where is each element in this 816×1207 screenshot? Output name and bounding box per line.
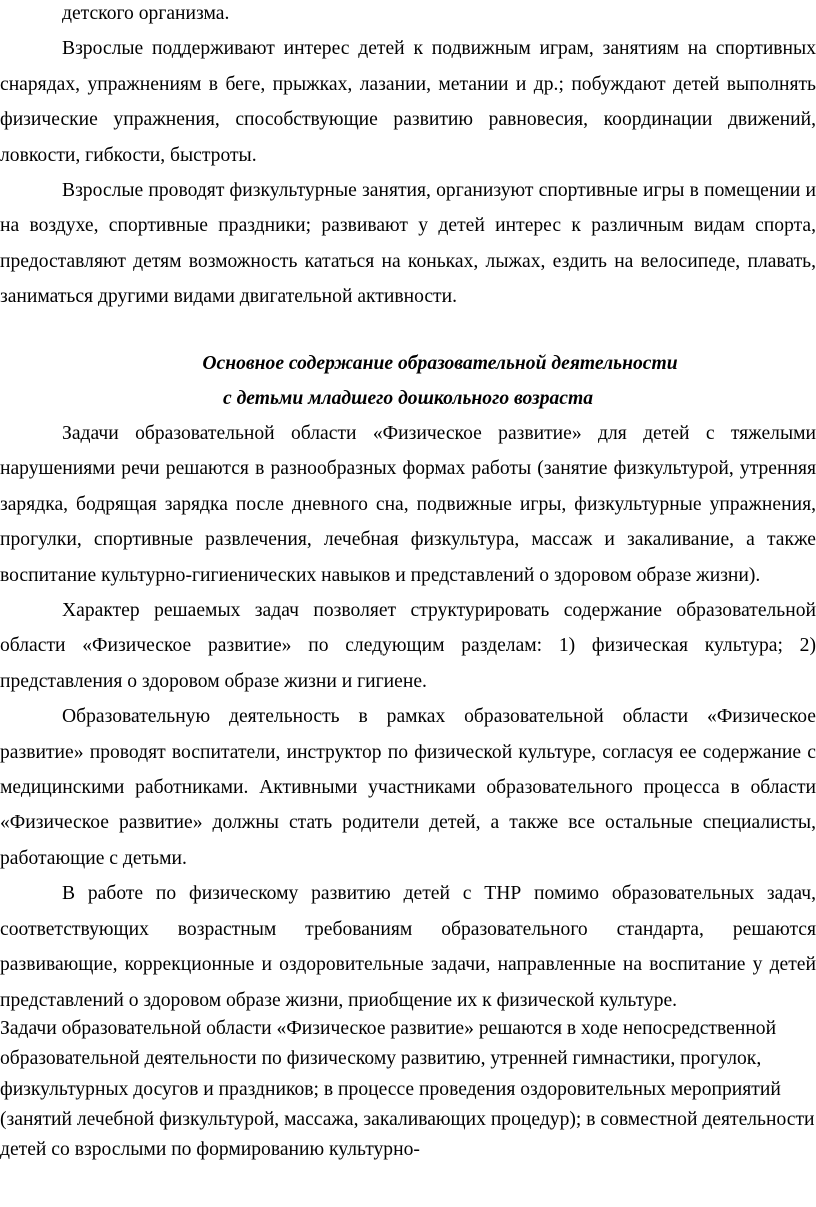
body-text-block [0,416,816,1018]
section-heading-line-2: с детьми младшего дошкольного возраста [222,388,594,409]
paragraph: Задачи образовательной области «Физическое развитие» решаются в ходе непосредственной образовательной деятельности по физическому развитию, утренней гимнастики, прогулок, физкультурных досугов и праздников; в процессе проведения оздоровительных мероприятий (занятий лечебной физкультурой, массажа, закаливающих процедур); в совместной деятельности детей со взрослыми по формированию культурно- [0,1018,815,1161]
intro-text-block [0,0,816,315]
paragraph: В работе по физическому развитию детей с ТНР помимо образовательных задач, соответствующих возрастным требованиям образовательного стандарта, решаются развивающие, коррекционные и оздоровительные задачи, направленные на воспитание у детей представлений о здоровом образе жизни, приобщение их к физической культуре. [0,883,816,1011]
section-heading-line-1: Основное содержание образовательной деятельности [202,353,678,374]
paragraph: Характер решаемых задач позволяет структурировать содержание образовательной области «Физическое развитие» по следующим разделам: 1) физическая культура; 2) представления о здоровом образе жизни и гигиене. [0,600,816,692]
paragraph: Взрослые проводят физкультурные занятия, организуют спортивные игры в помещении и на воздухе, спортивные праздники; развивают у детей интерес к различным видам спорта, предоставляют детям возможность кататься на коньках, лыжах, ездить на велосипеде, плавать, заниматься другими видами двигательной активности. [0,180,816,308]
paragraph: Задачи образовательной области «Физическое развитие» для детей с тяжелыми нарушениями речи решаются в разнообразных формах работы (занятие физкультурой, утренняя зарядка, бодрящая зарядка после дневного сна, подвижные игры, физкультурные упражнения, прогулки, спортивные развлечения, лечебная физкультура, массаж и закаливание, а также воспитание культурно-гигиенических навыков и представлений о здоровом образе жизни). [0,423,816,586]
final-text-block [0,1014,816,1165]
paragraph: Образовательную деятельность в рамках образовательной области «Физическое развитие» проводят воспитатели, инструктор по физической культуре, согласуя ее содержание с медицинскими работниками. Активными участниками образовательного процесса в области «Физическое развитие» должны стать родители детей, а также все остальные специалисты, работающие с детьми. [0,706,816,869]
paragraph-fragment: детского организма. [62,3,230,24]
paragraph: Взрослые поддерживают интерес детей к подвижным играм, занятиям на спортивных снарядах, упражнениям в беге, прыжках, лазании, метании и др.; побуждают детей выполнять физические упражнения, способствующие развитию равновесия, координации движений, ловкости, гибкости, быстроты. [0,38,816,166]
